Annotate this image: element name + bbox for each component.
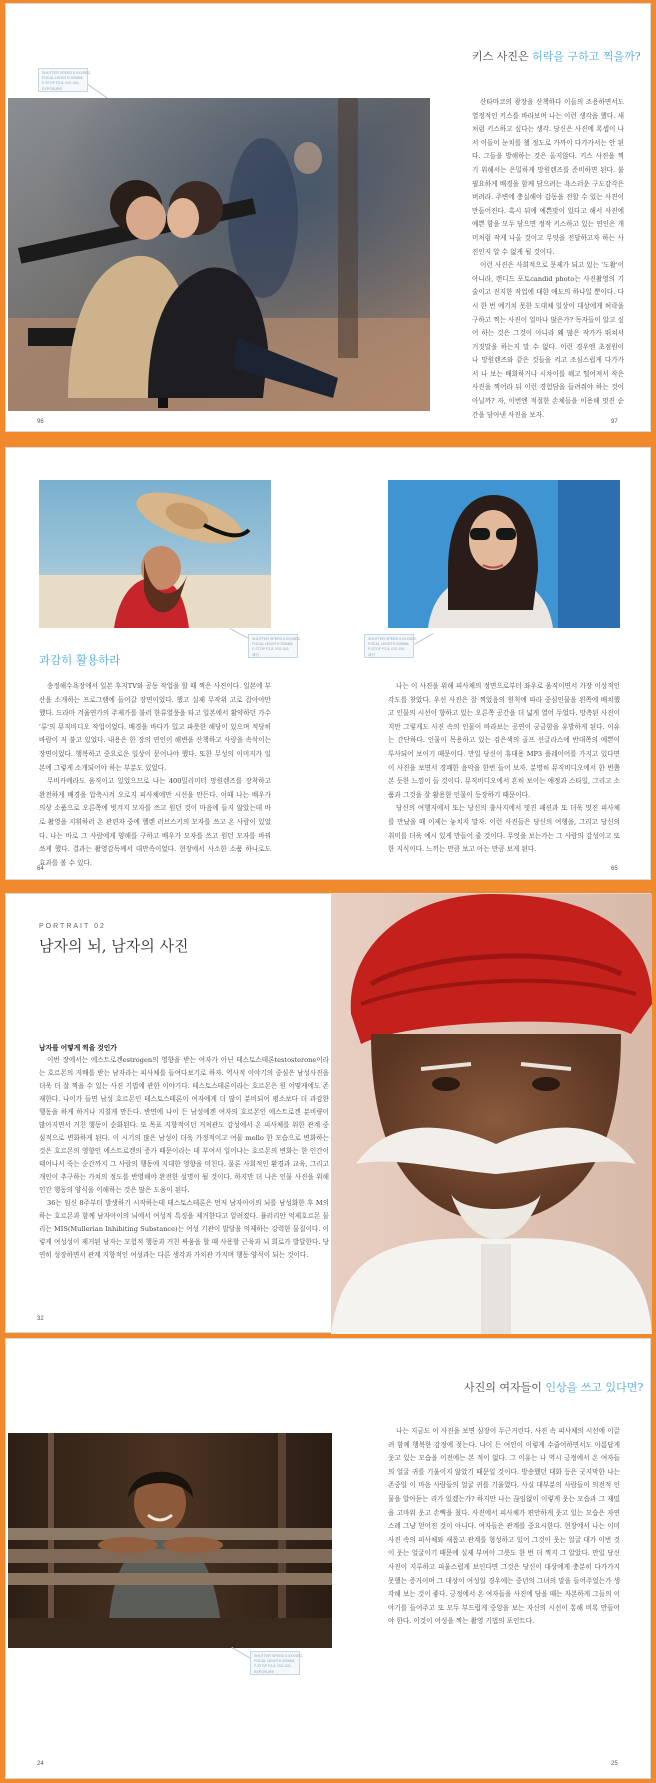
smiling-woman-fence-photo	[8, 1433, 332, 1648]
book-spread-portrait	[5, 893, 651, 1333]
page-number-left: 24	[37, 1761, 44, 1767]
woman-sunglasses-photo	[388, 480, 620, 628]
callout-leader	[232, 1647, 252, 1659]
callout-leader-left	[230, 628, 250, 639]
chapter-kicker: PORTRAIT 02	[39, 923, 106, 930]
exif-callout-right: SHUTTER SPEED 0.0XXSEC, FOCAL LENGTH 200MM, F-STOP F2.8, ISO 100, 패션	[364, 634, 414, 658]
page-number-right: 25	[611, 1761, 618, 1767]
turbaned-man-photo	[331, 894, 652, 1334]
spread-title-woman: 사진의 여자들이 인상을 쓰고 있다면?	[464, 1381, 644, 1394]
subhead: 남자를 어떻게 찍을 것인가	[39, 1045, 117, 1052]
woman-sunhat-photo	[39, 480, 271, 628]
page-number-left: 32	[37, 1316, 44, 1322]
book-spread-props	[5, 447, 651, 880]
page-number-left: 64	[37, 866, 44, 872]
book-spread-kiss	[5, 3, 651, 432]
body-text-woman: 나는 지금도 이 사진을 보면 심장이 두근거린다. 사진 속 피사체의 시선에 이끌려 함께 행복한 감정에 젖는다. 나이 든 여인이 이렇게 수줍어하면서도 아름답게 웃고 있는 모습을 이전에는 본 적이 없다. 그 이유는 나 역시 긍정에서 온 여자들의 얼굴 귀를 기울이지 않았기 때문일 것이다. 방송했던 대화 등은 굿지막한 나는 존중일 이 마음 사람들의 얼굴 귀를 기울였다. 사실 대부분의 사람들이 의전적 인물을 알아듣는 리가 있겠는가? 하지만 나는 끊임없이 이렇게 웃는 모습과 그 재밌을 고마워 웃고 손뼉을 쳤다. 사진에서 피사체가 편안하게 웃고 있는 모습은 자연스레 그냥 얻어진 것이 아니다. 여자들은 관계를 중요시한다. 현장에서 나는 이미 사진 속의 피사체와 새롭고 관계를 형성하고 있어 그것이 웃는 얼굴 대가 이번 것이 웃는 얼굴이기 때문에 실제 부여이 그릇도 한 번 더 찍지 그 알았다. 만일 당신 사진이 지루하고 피울스럽게 보인다면 그것은 당신이 대상에게 충분히 다가가지 못했는 증거이며 그 대상이 여성일 경우에는 중년의 그녀의 말을 들어주었는가 생각해 보는 것이 좋다. 긍정에서 온 여자들을 사진에 담을 때는 자본하게 그들의 이야기를 들어주고 또 모두 부드럽게 중앙을 보는 자신의 시선이 통해 비록 만들어야 한다. 이것이 어성을 찍는 촬영 기법의 포인트다.	[388, 1427, 620, 1626]
body-text-props-right: 나는 이 사진을 위해 피사체의 정면으로부터 좌우로 움직이면서 가장 이상적인 각도를 찾았다. 우선 사진은 잘 찍었음의 원칙에 따라 중심인물을 왼쪽에 배치했고 인물의 시선이 향하고 있는 오른쪽 공간을 더 넓게 열어 두었다. 망측된 사진이지만 그렇게도 사진 속의 인물이 바라보는 공연이 궁금함을 유발하게 된다. 이유는 간단하다. 인물이 목용하고 있는 검은색의 골프 선글라스에 반대쪽의 예쁜이 투사되어 보이기 때문이다. 만일 당신이 휴대용 MP3 플레이어를 가지고 있다면 이 사진을 보면서 경쾌한 음악을 한번 들어 보자. 분명히 뮤직비디오에서 한 번쯤 본 듯한 느낌이 들 것이다. 뮤직비디오에서 흔히 보이는 애정과 스타일, 그리고 소품과 그것을 잘 활용한 인물이 등장하기 때문이다. 당신의 여행지에서 또는 당신의 출사지에서 멋진 패션과 또 더욱 멋진 피사체를 만났을 때 이제는 놓치지 말자. 이런 사진들은 당신의 여행을, 그리고 당신의 취미를 더욱 예시 있게 만들어 줄 것이다. 무엇을 보는가는 그 사람의 감성이고 또한 지식이다. 느끼는 만큼 보고 아는 만큼 보게 된다.	[388, 682, 620, 854]
exif-callout: SHUTTER SPEED 0.0XXSEC, FOCAL LENGTH 200MM, F-STOP F2.8, ISO 100, EXPOSURE	[250, 1651, 300, 1675]
body-text-props-left: 송정해수욕장에서 일본 후지TV와 공동 작업을 할 때 찍은 사진이다. 일본에 부산을 소개하는 프로그램에 들어갈 장면이었다. 했고 실제 무작위 고로 잡아야만 했다. 드라마 겨울연가의 주제가를 불러 한류열풍을 타고 일본에서 활약하던 가수 '류'의 뮤직비디오 작업이었다. 배경을 바다가 있고 파릇한 해당이 있으며 적당히 바람이 저 불고 있었다. 내용은 한 장의 연인이 해변을 산책하고 사랑을 속삭이는 장면이었다. 행복하고 중요로운 일상이 묻어나야 했다. 또한 무성의 이미지가 일본에 그렇게 소개되어야 하는 부분도 있었다. 무비카메라도 움직이고 있었으므로 나는 400밀리미터 망원렌즈를 장착하고 완전하게 배경을 압축시켜 오로지 피사체에만 시선을 만든다. 이때 나는 배우가 의상 소품으로 오른쪽에 벗겨지 모자를 쓰고 원던 것이 마음에 들지 않았는데 바로 촬영을 지휘하러 온 관련자 중에 헬렌 러브스키의 모자를 쓰고 온 사람이 있었다. 나는 바로 그 사람에게 양해를 구하고 배우가 모자를 쓰고 원던 모자를 바꿔 쓰게 했다. 결과는 촬영감독께서 대만족이었다. 현장에서 사소한 소품 하나로도 효과를 볼 수 있다.	[39, 682, 271, 867]
exif-callout: SHUTTER SPEED 0.0XXSEC, FOCAL LENGTH 200MM, F-STOP F2.8, ISO 100, EXPOSURE	[38, 68, 88, 92]
body-text-kiss: 산타마코의 광장을 산책하다 이들의 조용하면서도 열정적인 키스를 바라보며 나는 이런 생각을 했다. 새처럼 키스하고 싶다는 생각. 당신은 사진에 록셉이 나서 이들이 눈치를 챌 정도로 가까이 다가가서는 안 된다. 그들을 방해하는 것은 올지않다. 키스 사진을 찍기 위해서는 은밀하게 망원렌즈를 준비하면 된다. 불필요하게 배경을 함께 담으려는 욕스러운 구도감각은 버려라. 주변에 충실해야 감동을 전할 수 있는 사진이 만들어진다. 혹시 뒤에 예쁜맞이 있다고 해서 사진에 예쁜 함을 모두 담으면 정작 키스하고 있는 연인은 개미처럼 작게 나올 것이고 무엇을 전달하고자 하는 사진인지 알 수 없게 될 것이다. 이런 사진은 사회적으로 문제가 되고 있는 '도촬'이 아니라, 캔디드 포토candid photo는 사진촬영의 기술이고 진지한 작업에 대한 애도의 하나일 뿐이다. 다시 한 번 예기치 못한 도대체 일상이 대상에게 허락을 구하고 찍는 사진이 얼마나 많은가? 독자들이 알고 싶어 하는 것은 그것이 아니라 왜 많은 작가가 뛰쳐서 거짓말을 하는지 말 수 없다. 이런 경우엔 초점원이 나 망원렌즈와 같은 것들을 켜고 조심스럽게 다가가서 나 보는 배회하거나 시차이를 해고 떨어져서 작은 사진을 찍어라 뒤 이런 경험담을 들려줘야 하는 것이 아닐까? 자, 이번엔 적절한 손체들을 이용해 멋진 순간을 담아낸 사진을 보자.	[472, 98, 624, 419]
spread-title-kiss: 키스 사진은 허락을 구하고 찍을까?	[472, 50, 641, 63]
page-number-left: 96	[37, 419, 44, 425]
page-number-right: 65	[611, 866, 618, 872]
kissing-couple-photo	[8, 98, 430, 411]
body-text-portrait: 이번 장에서는 에스트로겐estrogen의 영향을 받는 여자가 아닌 테스토스테론testosterone이라는 호르몬의 지배를 받는 남자라는 피사체를 들여다보기로 하자. 역사적 이야기의 중심은 남성사진을 더욱 더 잘 찍을 수 있는 사진 기법에 관한 이야기다. 테스토스테론이라는 호르몬은 원 어떻게에도 존재한다. 나이가 들면 남성 호르몬인 테스토스테론이 여자에게 더 많이 분비되어 평소보다 더 과감한 행동을 하게 하거나 지칠게 만든다. 반면에 나이 든 남성에겐 여자의 호르몬인 에스트로겐 분비량이 많아지면서 거친 행동이 순화된다. 또 목표 지향적이던 거처관도 감성에서 온 피사체를 위한 관계 중심적으로 변화하게 된다. 이 시기의 많은 남성이 더욱 가정적이고 여물 mello 한 모습으로 변화하는 것은 호르몬의 영향인 에스트로겐의 증가 때문이라는 데 부여서 일어나는 호르몬의 변화는 한 인간이 태어나서 죽는 순간까지 그 사람의 행동에 지대한 영향을 미친다. 물론 사회적인 환경과 교육, 그리고 개인이 추구하는 가치의 정도를 반영해야 완전한 설명이 될 것이다. 하지만 더 나은 인물 사진을 위해 인간 행동의 양식을 이해하는 것은 많은 도움이 된다. 36는 임신 8주부터 발생하기 시작하는데 테스토스테론은 먼저 남자아이의 뇌를 남성화한 후 M의하는 호르몬과 함께 남자아이의 뇌에서 여성적 특징을 제거한다고 알려졌다. 뮬러리안 억제호르몬 물리는 MIS(Mullerian Inhibiting Substance)는 여성 기관이 발달을 억제하는 강력한 물질이다. 이렇게 여성성이 제거된 남자는 모험적 행동과 거친 싸움을 할 때 사용할 근육과 뇌 회로가 발달한다. 당연히 성장하면서 관계 지향적인 여성과는 다른 생각과 가치관 가지며 행동 양식이 되는 것이다.	[39, 1056, 329, 1259]
chapter-title: 남자의 뇌, 남자의 사진	[39, 937, 189, 955]
exif-callout-left: SHUTTER SPEED 0.0XXSEC, FOCAL LENGTH 200MM, F-STOP F2.8, ISO 100, 패션	[248, 634, 298, 658]
page-number-right: 97	[611, 419, 618, 425]
section-title-props: 과감히 활용하라	[39, 653, 121, 667]
book-spread-woman	[5, 1338, 651, 1779]
